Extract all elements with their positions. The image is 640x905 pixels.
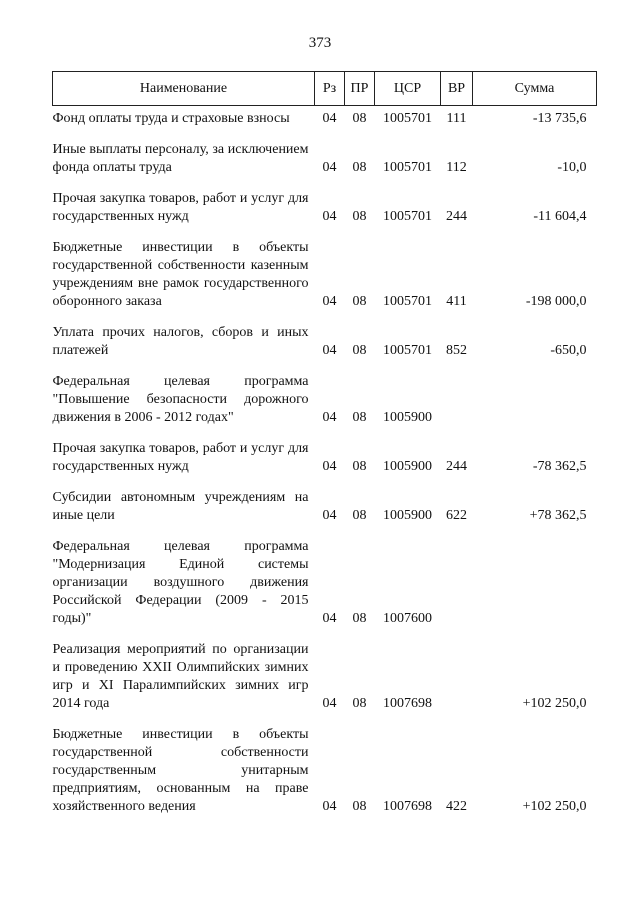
budget-table: [52, 71, 597, 829]
row-sum: +78 362,5: [529, 508, 587, 523]
row-sum: [473, 538, 597, 641]
row-vr: [441, 538, 473, 641]
row-rz: 04: [322, 508, 337, 523]
table-row: [53, 440, 597, 489]
row-rz: 04: [322, 294, 337, 309]
row-name: Уплата прочих налогов, сборов и иных платежей: [52, 325, 309, 358]
row-vr: 422: [446, 799, 467, 814]
row-pr: 08: [352, 799, 367, 814]
row-sum: -650,0: [550, 343, 587, 358]
row-name: Федеральная целевая программа "Повышение безопасности дорожного движения в 2006 - 2012 годах": [52, 374, 309, 425]
row-pr: 08: [352, 111, 367, 126]
row-vr: 111: [446, 111, 467, 126]
row-sum: -10,0: [557, 160, 587, 175]
header-name: Наименование: [53, 72, 315, 106]
header-pr: ПР: [345, 72, 375, 106]
row-csr: 1005701: [383, 209, 432, 224]
row-name: Прочая закупка товаров, работ и услуг для государственных нужд: [52, 441, 309, 474]
page-number: 373: [308, 35, 332, 51]
row-csr: 1007600: [383, 611, 432, 626]
row-vr: [441, 373, 473, 440]
row-rz: 04: [322, 799, 337, 814]
header-sum: Сумма: [473, 72, 597, 106]
row-rz: 04: [322, 111, 337, 126]
row-csr: 1005701: [383, 294, 432, 309]
row-sum: -198 000,0: [525, 294, 587, 309]
table-row: [53, 726, 597, 829]
row-sum: -13 735,6: [532, 111, 587, 126]
row-csr: 1005701: [383, 111, 432, 126]
row-pr: 08: [352, 696, 367, 711]
row-vr: [441, 641, 473, 726]
table-row: [53, 141, 597, 190]
row-name: Иные выплаты персоналу, за исключением фонда оплаты труда: [52, 142, 309, 175]
row-pr: 08: [352, 611, 367, 626]
row-rz: 04: [322, 343, 337, 358]
row-vr: 112: [446, 160, 467, 175]
row-pr: 08: [352, 343, 367, 358]
row-vr: 244: [446, 209, 467, 224]
row-rz: 04: [322, 611, 337, 626]
row-rz: 04: [322, 160, 337, 175]
row-pr: 08: [352, 508, 367, 523]
table-row: [53, 106, 597, 142]
table-row: [53, 641, 597, 726]
row-name: Бюджетные инвестиции в объекты государственной собственности казенным учреждениям вне рамок государственного оборонного заказа: [52, 240, 309, 309]
row-csr: 1005701: [383, 343, 432, 358]
row-pr: 08: [352, 410, 367, 425]
table-row: [53, 190, 597, 239]
row-name: Фонд оплаты труда и страховые взносы: [52, 111, 290, 126]
header-vr: ВР: [441, 72, 473, 106]
row-pr: 08: [352, 160, 367, 175]
row-rz: 04: [322, 209, 337, 224]
row-rz: 04: [322, 696, 337, 711]
table-row: [53, 489, 597, 538]
row-rz: 04: [322, 410, 337, 425]
row-name: Прочая закупка товаров, работ и услуг для государственных нужд: [52, 191, 309, 224]
table-header-row: [53, 72, 597, 106]
row-csr: 1005701: [383, 160, 432, 175]
row-csr: 1007698: [383, 696, 432, 711]
row-sum: [473, 373, 597, 440]
row-vr: 411: [446, 294, 467, 309]
row-pr: 08: [352, 209, 367, 224]
row-pr: 08: [352, 294, 367, 309]
row-name: Бюджетные инвестиции в объекты государственной собственности государственным унитарным предприятиям, основанным на праве хозяйственного ведения: [52, 727, 309, 814]
header-rz: Рз: [315, 72, 345, 106]
row-sum: +102 250,0: [522, 799, 587, 814]
header-csr: ЦСР: [375, 72, 441, 106]
table-row: [53, 239, 597, 324]
row-name: Федеральная целевая программа "Модернизация Единой системы организации воздушного движения Российской Федерации (2009 - 2015 годы)": [52, 539, 309, 626]
row-name: Субсидии автономным учреждениям на иные цели: [52, 490, 309, 523]
row-vr: 622: [446, 508, 467, 523]
row-csr: 1005900: [383, 508, 432, 523]
row-sum: -11 604,4: [533, 209, 587, 224]
row-vr: 244: [446, 459, 467, 474]
table-row: [53, 373, 597, 440]
row-name: Реализация мероприятий по организации и проведению XXII Олимпийских зимних игр и XI Паралимпийских зимних игр 2014 года: [52, 642, 309, 711]
table-row: [53, 324, 597, 373]
row-pr: 08: [352, 459, 367, 474]
row-sum: -78 362,5: [532, 459, 587, 474]
row-csr: 1005900: [383, 410, 432, 425]
row-csr: 1007698: [383, 799, 432, 814]
row-rz: 04: [322, 459, 337, 474]
row-csr: 1005900: [383, 459, 432, 474]
table-row: [53, 538, 597, 641]
row-sum: +102 250,0: [522, 696, 587, 711]
row-vr: 852: [446, 343, 467, 358]
